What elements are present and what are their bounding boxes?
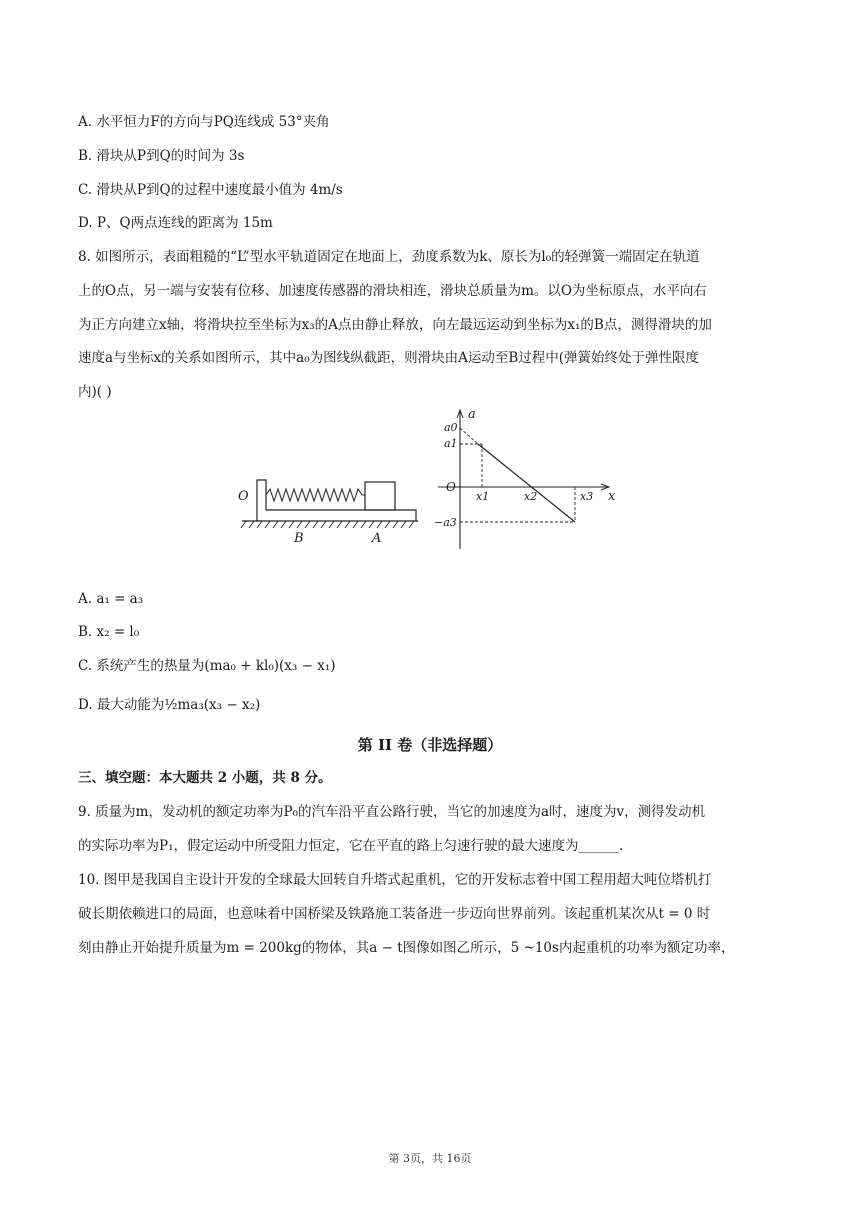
graph-label-a-axis: a	[468, 407, 476, 422]
q8-stem-line-3: 为正方向建立x轴，将滑块拉至坐标为x₃的A点由静止释放，向左最远运动到坐标为x₁的B点，测得滑块的加	[78, 317, 712, 333]
track-label-b: B	[294, 531, 304, 546]
q10-line-1: 10. 图甲是我国自主设计开发的全球最大回转自升塔式起重机，它的开发标志着中国工程用超大吨位塔机打	[78, 872, 712, 888]
graph-label-x2: x2	[524, 490, 538, 503]
graph-label-a0: a0	[444, 421, 458, 434]
graph-label-a1: a1	[444, 437, 458, 450]
part2-title: 第 II 卷（非选择题）	[357, 736, 503, 754]
section3-heading: 三、填空题：本大题共 2 小题，共 8 分。	[78, 770, 332, 786]
q9-line-2: 的实际功率为P₁，假定运动中所受阻力恒定，它在平直的路上匀速行驶的最大速度为______.	[78, 838, 624, 854]
q8-figure	[230, 404, 630, 554]
graph-label-x-axis: x	[608, 489, 616, 504]
q7-option-d: D. P、Q两点连线的距离为 15m	[78, 215, 273, 231]
ax-graph	[438, 410, 609, 549]
q7-option-c: C. 滑块从P到Q的过程中速度最小值为 4m/s	[78, 182, 343, 198]
graph-label-neg-a3: −a3	[434, 516, 457, 529]
page-footer: 第 3页，共 16页	[388, 1152, 472, 1165]
q8-stem-line-5: 内)( )	[78, 384, 112, 400]
graph-label-x1: x1	[476, 490, 490, 503]
track-diagram	[241, 480, 418, 528]
q8-stem-line-1: 8. 如图所示，表面粗糙的“L”型水平轨道固定在地面上，劲度系数为k、原长为l₀的轻弹簧一端固定在轨道	[78, 249, 700, 265]
q7-option-a: A. 水平恒力F的方向与PQ连线成 53°夹角	[78, 114, 330, 130]
q10-line-2: 破长期依赖进口的局面，也意味着中国桥梁及铁路施工装备进一步迈向世界前列。该起重机某次从t = 0 时	[78, 906, 711, 922]
q9-line-1: 9. 质量为m，发动机的额定功率为P₀的汽车沿平直公路行驶，当它的加速度为a时，速度为v，测得发动机	[78, 804, 706, 820]
q8-option-b: B. x₂ = l₀	[78, 624, 140, 640]
q10-line-3: 刻由静止开始提升质量为m = 200kg的物体，其a − t图像如图乙所示，5 ~10s内起重机的功率为额定功率，	[78, 940, 735, 956]
q8-option-a: A. a₁ = a₃	[78, 591, 144, 607]
graph-label-origin: O	[446, 480, 456, 494]
track-label-o: O	[238, 489, 249, 504]
q8-stem-line-2: 上的O点，另一端与安装有位移、加速度传感器的滑块相连，滑块总质量为m。以O为坐标原点，水平向右	[78, 283, 707, 299]
q8-option-d: D. 最大动能为½ma₃(x₃ − x₂)	[78, 697, 261, 713]
q8-stem-line-4: 速度a与坐标x的关系如图所示，其中a₀为图线纵截距，则滑块由A运动至B过程中(弹簧始终处于弹性限度	[78, 350, 700, 366]
q7-option-b: B. 滑块从P到Q的时间为 3s	[78, 148, 245, 164]
graph-label-x3: x3	[580, 490, 594, 503]
q8-option-c: C. 系统产生的热量为(ma₀ + kl₀)(x₃ − x₁)	[78, 658, 336, 674]
track-label-a: A	[372, 531, 382, 546]
